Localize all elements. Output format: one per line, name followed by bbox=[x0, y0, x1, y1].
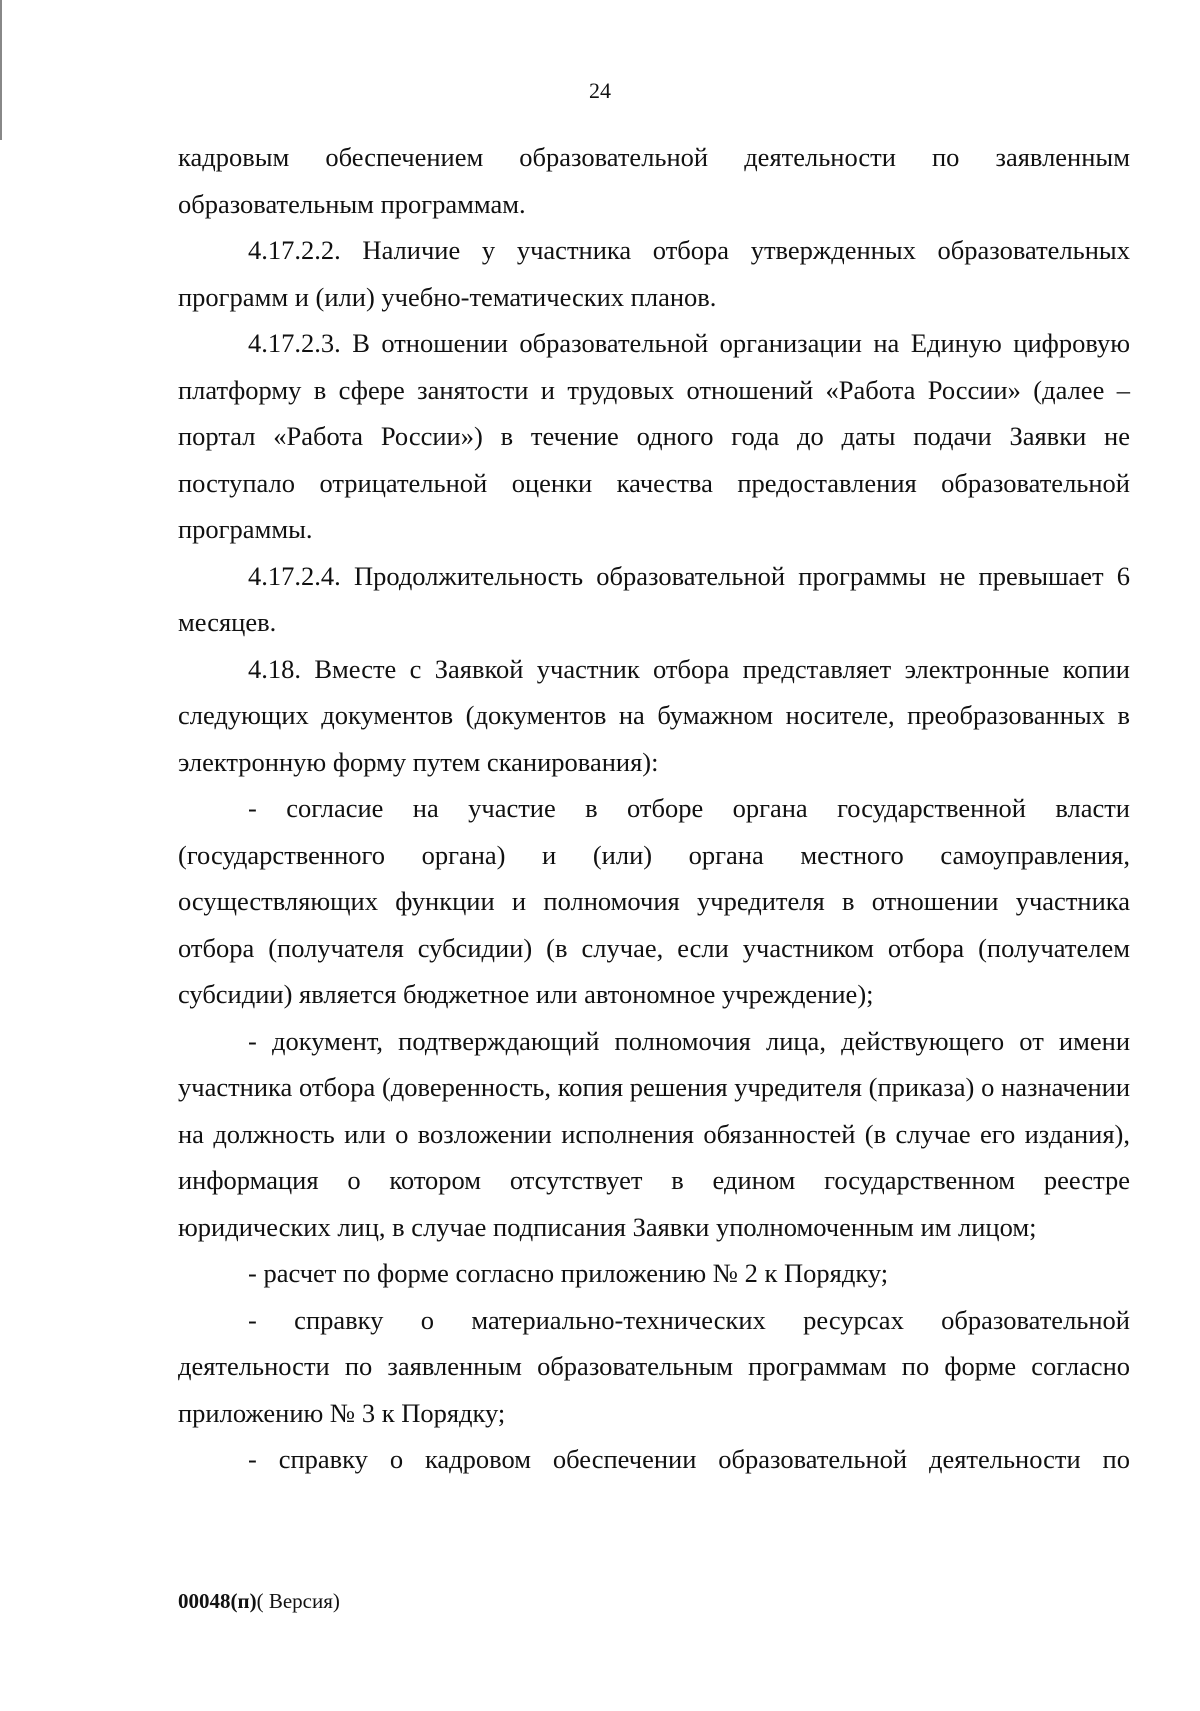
paragraph-4-18: 4.18. Вместе с Заявкой участник отбора представляет электронные копии следующих документов (документов на бумажном носителе, преобразованных в электронную форму путем сканирования): bbox=[178, 653, 1130, 777]
paragraph-4-17-2-3: 4.17.2.3. В отношении образовательной организации на Единую цифровую платформу в сфере занятости и трудовых отношений «Работа России» (далее – портал «Работа России») в течение одного года до даты подачи Заявки не поступало отрицательной оценки качества предоставления образовательной программы. bbox=[178, 328, 1130, 544]
list-item-staffing: - справку о кадровом обеспечении образовательной деятельности по bbox=[248, 1444, 1130, 1474]
scan-edge bbox=[0, 0, 2, 140]
document-body bbox=[178, 134, 1130, 1483]
document-code: 00048(п) bbox=[178, 1589, 257, 1613]
document-footer bbox=[178, 1588, 340, 1614]
page-number: 24 bbox=[589, 78, 611, 103]
list-item-material-resources: - справку о материально-технических ресурсах образовательной деятельности по заявленным образовательным программам по форме согласно приложению № 3 к Порядку; bbox=[178, 1304, 1130, 1428]
list-item-calculation: - расчет по форме согласно приложению № 2 к Порядку; bbox=[248, 1258, 889, 1288]
list-item-authority-document: - документ, подтверждающий полномочия лица, действующего от имени участника отбора (доверенность, копия решения учредителя (приказа) о назначении на должность или о возложении исполнения обязанностей (в случае его издания), информация о котором отсутствует в едином государственном реестре юридических лиц, в случае подписания Заявки уполномоченным им лицом; bbox=[178, 1025, 1130, 1242]
paragraph-continuation: кадровым обеспечением образовательной деятельности по заявленным образовательным программам. bbox=[178, 142, 1130, 219]
list-item-consent: - согласие на участие в отборе органа государственной власти (государственного органа) и (или) органа местного самоуправления, осуществляющих функции и полномочия учредителя в отношении участника отбора (получателя субсидии) (в случае, если участником отбора (получателем субсидии) является бюджетное или автономное учреждение); bbox=[178, 793, 1130, 1009]
paragraph-4-17-2-2: 4.17.2.2. Наличие у участника отбора утвержденных образовательных программ и (или) учебно-тематических планов. bbox=[178, 235, 1130, 312]
version-label: ( Версия) bbox=[256, 1589, 340, 1613]
paragraph-4-17-2-4: 4.17.2.4. Продолжительность образовательной программы не превышает 6 месяцев. bbox=[178, 560, 1130, 637]
